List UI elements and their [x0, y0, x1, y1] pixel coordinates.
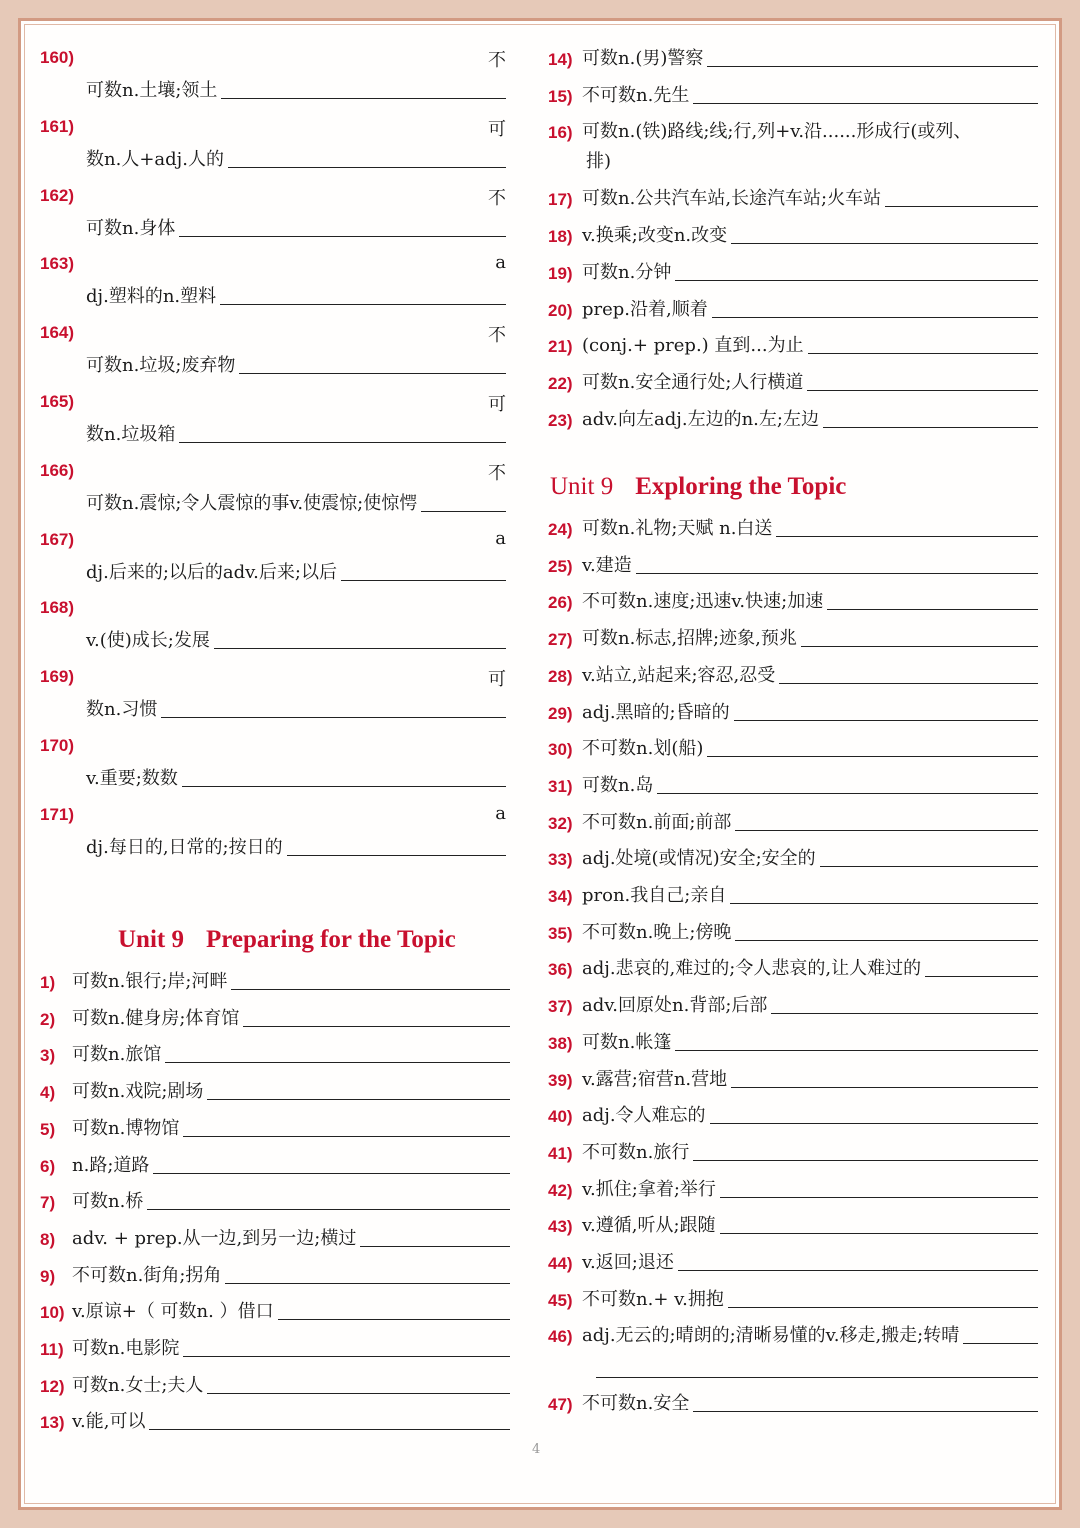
entry-number: 36): [548, 960, 573, 980]
entry-text: 不可数n.晚上;傍晚: [582, 921, 732, 943]
entry-text-continued: 不: [488, 462, 506, 484]
answer-blank[interactable]: [239, 372, 506, 374]
entry-number: 14): [548, 50, 573, 69]
entry-text: v.露营;宿营n.营地: [582, 1068, 728, 1090]
vocab-entry: [548, 1063, 1038, 1091]
answer-blank[interactable]: [720, 1232, 1038, 1234]
vocab-entry: [548, 1246, 1038, 1274]
answer-blank[interactable]: [693, 102, 1038, 104]
entry-text: 可数n.(铁)路线;线;行,列+v.沿......形成行(或列、: [582, 121, 972, 143]
entry-number: 169): [40, 667, 75, 687]
entry-text: v.建造: [582, 554, 632, 576]
entry-second-line: [86, 351, 506, 377]
entry-text: 不可数n.街角;拐角: [72, 1264, 222, 1286]
vocab-entry: [40, 1369, 510, 1397]
entry-text: 可数n.银行;岸;河畔: [72, 971, 228, 992]
vocab-entry: [548, 219, 1038, 247]
vocab-entry: [40, 1332, 510, 1360]
entry-text: 数n.习惯: [86, 699, 158, 721]
entry-continuation: [586, 145, 1038, 173]
vocab-entry: [548, 769, 1038, 797]
vocab-entry: [548, 1026, 1038, 1054]
entry-text: adv.向左adj.左边的n.左;左边: [582, 408, 819, 430]
entry-text: dj.后来的;以后的adv.后来;以后: [86, 561, 337, 583]
vocab-entry: [548, 256, 1038, 284]
entry-text: 排): [586, 151, 612, 173]
answer-blank[interactable]: [165, 1061, 510, 1063]
entry-number: 19): [548, 263, 573, 283]
vocab-entry: [548, 1319, 1038, 1347]
entry-number: 171): [40, 804, 75, 824]
answer-blank[interactable]: [707, 755, 1038, 757]
vocab-entry: [40, 1149, 510, 1177]
answer-blank[interactable]: [153, 1172, 510, 1174]
vocab-entry: [548, 732, 1038, 760]
entry-text: 可数n.分钟: [582, 261, 672, 283]
entry-number: 21): [548, 337, 573, 357]
vocab-entry: [548, 115, 1038, 143]
vocab-entry: [40, 736, 506, 796]
vocab-entry: [548, 916, 1038, 944]
entry-number: 27): [548, 630, 573, 650]
vocab-entry: [40, 1038, 510, 1066]
entry-text: 可数n.公共汽车站,长途汽车站;火车站: [582, 188, 882, 210]
answer-blank[interactable]: [779, 682, 1038, 684]
entry-second-line: [86, 695, 506, 721]
answer-blank[interactable]: [149, 1428, 510, 1430]
entry-second-line: [86, 489, 506, 515]
entry-number: 29): [548, 703, 573, 723]
entry-text: 可数n.身体: [86, 217, 176, 239]
entry-continuation: [592, 1353, 1038, 1381]
answer-blank[interactable]: [771, 1012, 1038, 1014]
entry-text: dj.塑料的n.塑料: [86, 286, 217, 308]
vocab-entry: [548, 879, 1038, 907]
entry-number: 37): [548, 997, 573, 1017]
entry-number: 17): [548, 190, 573, 210]
vocab-entry: [40, 1295, 510, 1323]
vocab-entry: [40, 254, 506, 314]
answer-blank[interactable]: [207, 1098, 510, 1100]
answer-blank[interactable]: [278, 1318, 510, 1320]
answer-blank[interactable]: [287, 854, 506, 856]
entry-text-continued: 不: [488, 325, 506, 347]
entry-number: 43): [548, 1217, 573, 1237]
vocab-entry: [548, 549, 1038, 577]
answer-blank[interactable]: [675, 1049, 1038, 1051]
entry-text: 可数n.戏院;剧场: [72, 1081, 204, 1103]
entry-number: 11): [40, 1340, 64, 1359]
entry-text: 可数n.女士;夫人: [72, 1374, 204, 1396]
answer-blank[interactable]: [179, 441, 506, 443]
answer-blank[interactable]: [341, 579, 506, 581]
answer-blank[interactable]: [183, 1135, 510, 1137]
entry-number: 170): [40, 736, 75, 755]
entry-number: 32): [548, 813, 573, 833]
answer-blank[interactable]: [730, 902, 1038, 904]
entry-number: 33): [548, 850, 573, 870]
entry-text: v.返回;退还: [582, 1252, 674, 1273]
entry-number: 9): [40, 1266, 56, 1286]
vocab-entry: [548, 1099, 1038, 1127]
entry-text-continued: a: [495, 802, 506, 824]
entry-number: 12): [40, 1376, 65, 1396]
answer-blank[interactable]: [808, 352, 1038, 354]
entry-text: 可数n.礼物;天赋 n.白送: [582, 518, 773, 539]
entry-text: 不可数n.前面;前部: [582, 811, 732, 833]
entry-number: 28): [548, 666, 573, 686]
entry-number: 3): [40, 1046, 56, 1066]
vocab-entry: [40, 48, 506, 108]
entry-text: v.重要;数数: [86, 768, 178, 789]
entry-number: 2): [40, 1009, 56, 1029]
entry-number: 20): [548, 300, 573, 320]
entry-text: dj.每日的,日常的;按日的: [86, 836, 283, 858]
entry-number: 168): [40, 598, 75, 618]
entry-text: v.遵循,听从;跟随: [582, 1215, 716, 1237]
entry-number: 160): [40, 48, 75, 67]
answer-blank[interactable]: [657, 792, 1038, 794]
entry-text: 不可数n.速度;迅速v.快速;加速: [582, 591, 824, 613]
answer-blank[interactable]: [207, 1392, 510, 1394]
entry-text: v.原谅+（ 可数n. ）借口: [72, 1301, 274, 1323]
answer-blank[interactable]: [925, 975, 1038, 977]
answer-blank[interactable]: [243, 1025, 510, 1027]
vocab-entry: [40, 392, 506, 452]
entry-number: 162): [40, 185, 75, 205]
entry-number: 164): [40, 323, 75, 343]
answer-blank[interactable]: [161, 716, 506, 718]
entry-number: 167): [40, 529, 75, 549]
entry-text: 不可数n.先生: [582, 84, 690, 106]
entry-number: 39): [548, 1070, 573, 1090]
vocab-entry: [40, 527, 506, 590]
entry-text: 不可数n.安全: [582, 1393, 690, 1415]
entry-text: adj.令人难忘的: [582, 1105, 706, 1127]
answer-blank[interactable]: [693, 1159, 1038, 1161]
entry-number: 13): [40, 1413, 65, 1433]
entry-number: 8): [40, 1229, 56, 1249]
answer-blank[interactable]: [801, 645, 1038, 647]
vocab-entry: [40, 461, 506, 521]
entry-number: 166): [40, 460, 75, 480]
entry-text-continued: 可: [488, 118, 506, 140]
entry-number: 35): [548, 923, 573, 943]
answer-blank[interactable]: [707, 65, 1038, 67]
answer-blank[interactable]: [827, 608, 1038, 610]
entry-text: pron.我自己;亲自: [582, 885, 727, 906]
vocab-entry: [40, 598, 506, 658]
entry-second-line: [86, 145, 506, 171]
entry-text: 可数n.垃圾;废弃物: [86, 355, 236, 377]
vocab-entry: [548, 42, 1038, 70]
answer-blank[interactable]: [675, 279, 1038, 281]
entry-number: 18): [548, 227, 573, 247]
answer-blank[interactable]: [228, 166, 506, 168]
entry-text: 可数n.旅馆: [72, 1044, 162, 1066]
entry-number: 1): [40, 973, 56, 992]
entry-number: 15): [548, 86, 573, 106]
entry-text: 可数n.桥: [72, 1191, 144, 1213]
entry-number: 4): [40, 1083, 56, 1103]
vocab-entry: [40, 117, 506, 177]
answer-blank[interactable]: [231, 988, 510, 990]
vocab-entry: [548, 622, 1038, 650]
entry-text: 不可数n.+ v.拥抱: [582, 1288, 724, 1310]
answer-blank[interactable]: [710, 1122, 1038, 1124]
entry-text: n.路;道路: [72, 1154, 150, 1176]
entry-text: 可数n.博物馆: [72, 1117, 180, 1139]
vocab-entry: [40, 1185, 510, 1213]
unit-title: Preparing for the Topic: [205, 926, 456, 953]
answer-blank[interactable]: [147, 1208, 510, 1210]
answer-blank[interactable]: [735, 939, 1038, 941]
answer-blank[interactable]: [963, 1342, 1038, 1344]
entry-number: 161): [40, 116, 75, 136]
entry-number: 165): [40, 392, 75, 411]
entry-text-continued: a: [495, 252, 506, 274]
entry-number: 31): [548, 776, 573, 796]
entry-number: 46): [548, 1327, 573, 1347]
vocab-entry: [548, 79, 1038, 107]
entry-text-continued: 不: [488, 50, 506, 71]
answer-blank[interactable]: [776, 535, 1038, 537]
page-number: 4: [532, 1442, 541, 1457]
entry-number: 40): [548, 1107, 573, 1127]
entry-second-line: [86, 833, 506, 859]
answer-blank[interactable]: [823, 426, 1038, 428]
unit-title: Exploring the Topic: [635, 473, 847, 500]
answer-blank[interactable]: [885, 205, 1038, 207]
entry-text-continued: 不: [488, 187, 506, 209]
answer-blank[interactable]: [221, 97, 506, 99]
entry-text: adv. + prep.从一边,到另一边;横过: [72, 1227, 357, 1249]
vocab-entry: [548, 842, 1038, 870]
answer-blank[interactable]: [214, 647, 506, 649]
entry-number: 7): [40, 1193, 56, 1213]
entry-text: 可数n.震惊;令人震惊的事v.使震惊;使惊愕: [86, 492, 418, 514]
entry-text: adj.悲哀的,难过的;令人悲哀的,让人难过的: [582, 958, 922, 980]
vocab-entry: [40, 802, 506, 865]
entry-number: 47): [548, 1395, 573, 1415]
answer-blank[interactable]: [225, 1282, 510, 1284]
vocab-entry: [548, 1283, 1038, 1311]
entry-number: 10): [40, 1303, 65, 1323]
entry-number: 25): [548, 556, 573, 576]
answer-blank[interactable]: [820, 865, 1038, 867]
entry-number: 34): [548, 887, 573, 906]
entry-number: 23): [548, 410, 573, 430]
entry-number: 22): [548, 373, 573, 393]
entry-number: 38): [548, 1033, 573, 1053]
entry-number: 5): [40, 1119, 56, 1139]
answer-blank[interactable]: [636, 572, 1038, 574]
entry-number: 26): [548, 593, 573, 613]
entry-text: v.能,可以: [72, 1411, 146, 1433]
vocab-entry: [548, 1173, 1038, 1201]
entry-text: 数n.垃圾箱: [86, 424, 176, 445]
answer-blank[interactable]: [220, 303, 506, 305]
entry-text: v.(使)成长;发展: [86, 630, 210, 652]
answer-blank[interactable]: [807, 389, 1038, 391]
answer-blank[interactable]: [728, 1306, 1038, 1308]
entry-text: (conj.+ prep.) 直到...为止: [582, 335, 804, 357]
entry-text: 可数n.标志,招牌;迹象,预兆: [582, 628, 797, 650]
vocab-entry: [40, 1112, 510, 1140]
answer-blank[interactable]: [421, 510, 506, 512]
entry-second-line: [86, 214, 506, 240]
entry-second-line: [86, 558, 506, 584]
vocab-entry: [40, 1075, 510, 1103]
entry-text: prep.沿着,顺着: [582, 298, 708, 320]
unit-label: Unit 9: [118, 926, 184, 953]
vocab-entry: [548, 293, 1038, 321]
answer-blank[interactable]: [731, 242, 1038, 244]
vocab-entry: [548, 989, 1038, 1017]
answer-blank[interactable]: [182, 785, 506, 787]
vocab-entry: [548, 329, 1038, 357]
entry-second-line: [86, 626, 506, 652]
entry-text: 可数n.岛: [582, 774, 654, 796]
vocab-entry: [548, 806, 1038, 834]
vocab-entry: [40, 186, 506, 246]
entry-text: 可数n.安全通行处;人行横道: [582, 371, 804, 393]
vocab-entry: [548, 366, 1038, 394]
vocab-entry: [40, 965, 510, 993]
unit-label: Unit 9: [550, 473, 614, 500]
vocab-entry: [40, 1002, 510, 1030]
entry-text: 数n.人+adj.人的: [86, 148, 224, 170]
answer-blank[interactable]: [360, 1245, 510, 1247]
entry-second-line: [86, 282, 506, 308]
answer-blank[interactable]: [712, 316, 1038, 318]
answer-blank[interactable]: [731, 1086, 1038, 1088]
vocab-entry: [40, 667, 506, 727]
answer-blank[interactable]: [720, 1196, 1038, 1198]
vocab-entry: [548, 952, 1038, 980]
entry-number: 163): [40, 254, 75, 274]
entry-text: v.抓住;拿着;举行: [582, 1178, 716, 1200]
unit-heading-preparing: [118, 926, 456, 954]
vocab-entry: [548, 585, 1038, 613]
vocab-entry: [40, 1405, 510, 1433]
unit-heading-exploring: [550, 473, 846, 501]
entry-text: 可数n.健身房;体育馆: [72, 1007, 240, 1029]
entry-text: v.站立,站起来;容忍,忍受: [582, 664, 776, 686]
entry-text: adv.回原处n.背部;后部: [582, 995, 768, 1017]
answer-blank[interactable]: [735, 829, 1038, 831]
vocab-entry: [40, 323, 506, 383]
entry-text: 可数n.(男)警察: [582, 48, 704, 69]
entry-text: 不可数n.划(船): [582, 738, 704, 760]
entry-number: 16): [548, 123, 573, 143]
vocab-entry: [548, 1136, 1038, 1164]
entry-second-line: [86, 76, 506, 102]
entry-number: 24): [548, 520, 573, 539]
entry-text: adj.黑暗的;昏暗的: [582, 701, 730, 723]
vocab-entry: [40, 1222, 510, 1250]
vocab-entry: [548, 659, 1038, 687]
answer-blank[interactable]: [693, 1410, 1038, 1412]
vocab-entry: [548, 182, 1038, 210]
entry-text-continued: a: [495, 527, 506, 549]
entry-number: 6): [40, 1156, 56, 1176]
entry-number: 30): [548, 740, 573, 760]
entry-text-continued: 可: [488, 394, 506, 415]
entry-text: adj.无云的;晴朗的;清晰易懂的v.移走,搬走;转晴: [582, 1325, 960, 1347]
answer-blank[interactable]: [734, 719, 1038, 721]
answer-blank[interactable]: [183, 1355, 510, 1357]
entry-number: 44): [548, 1254, 573, 1273]
vocab-entry: [548, 512, 1038, 540]
entry-text: v.换乘;改变n.改变: [582, 225, 728, 247]
entry-text: 不可数n.旅行: [582, 1141, 690, 1163]
entry-text: 可数n.帐篷: [582, 1031, 672, 1053]
answer-blank[interactable]: [179, 235, 506, 237]
entry-number: 41): [548, 1143, 573, 1163]
answer-blank[interactable]: [678, 1269, 1038, 1271]
vocab-entry: [40, 1259, 510, 1287]
answer-blank[interactable]: [596, 1376, 1038, 1378]
entry-second-line: [86, 764, 506, 790]
vocab-entry: [548, 696, 1038, 724]
entry-text-continued: 可: [488, 669, 506, 691]
entry-second-line: [86, 420, 506, 446]
entry-text: adj.处境(或情况)安全;安全的: [582, 848, 816, 870]
vocab-entry: [548, 403, 1038, 431]
entry-number: 45): [548, 1290, 573, 1310]
vocab-entry: [548, 1387, 1038, 1415]
entry-text: 可数n.电影院: [72, 1338, 180, 1359]
entry-text: 可数n.土壤;领土: [86, 80, 218, 101]
entry-number: 42): [548, 1180, 573, 1200]
vocab-entry: [548, 1209, 1038, 1237]
